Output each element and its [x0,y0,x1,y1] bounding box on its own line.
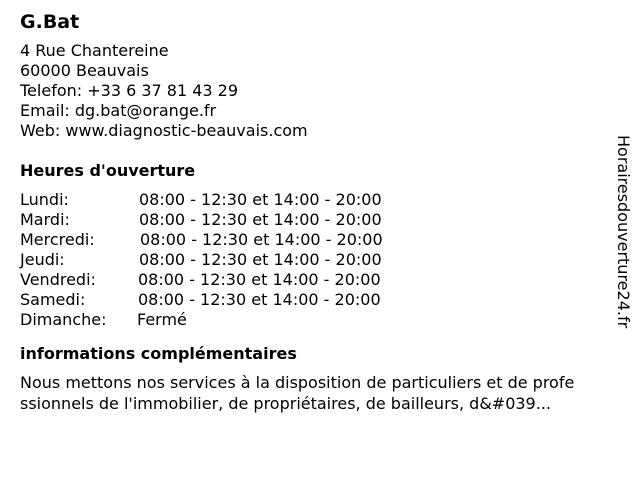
info-heading: informations complémentaires [20,344,297,363]
hours-row-mardi [20,210,610,230]
time-range: 08:00 - 12:30 et 14:00 - 20:00 [139,210,382,229]
hours-table [20,190,610,330]
time-range: 08:00 - 12:30 et 14:00 - 20:00 [140,230,383,249]
hours-row-vendredi [20,270,610,290]
hours-row-jeudi [20,250,610,270]
hours-row-lundi [20,190,610,210]
phone-line: Telefon: +33 6 37 81 43 29 [20,81,239,100]
day-label: Samedi: [20,290,86,309]
site-watermark: Horairesdouverture24.fr [614,135,633,329]
address-street: 4 Rue Chantereine [20,41,169,60]
day-label: Jeudi: [20,250,65,269]
hours-row-dimanche [20,310,610,330]
info-text [20,372,610,414]
info-line-1: Nous mettons nos services à la disposition de particuliers et de profe [20,373,575,392]
time-range: 08:00 - 12:30 et 14:00 - 20:00 [138,270,381,289]
day-label: Vendredi: [20,270,96,289]
info-line-2: ssionnels de l'immobilier, de propriétaires, de bailleurs, d&#039... [20,394,551,413]
time-range: 08:00 - 12:30 et 14:00 - 20:00 [138,290,381,309]
business-card [20,10,610,414]
hours-heading: Heures d'ouverture [20,161,196,180]
hours-row-mercredi [20,230,610,250]
business-name: G.Bat [20,11,80,33]
day-label: Dimanche: [20,310,107,329]
day-label: Mardi: [20,210,70,229]
web-line: Web: www.diagnostic-beauvais.com [20,121,308,140]
address-block [20,41,610,141]
day-label: Mercredi: [20,230,95,249]
time-range: 08:00 - 12:30 et 14:00 - 20:00 [139,190,382,209]
time-range: 08:00 - 12:30 et 14:00 - 20:00 [139,250,382,269]
day-label: Lundi: [20,190,69,209]
closed-label: Fermé [137,310,187,329]
hours-row-samedi [20,290,610,310]
address-city: 60000 Beauvais [20,61,149,80]
email-line: Email: dg.bat@orange.fr [20,101,217,120]
